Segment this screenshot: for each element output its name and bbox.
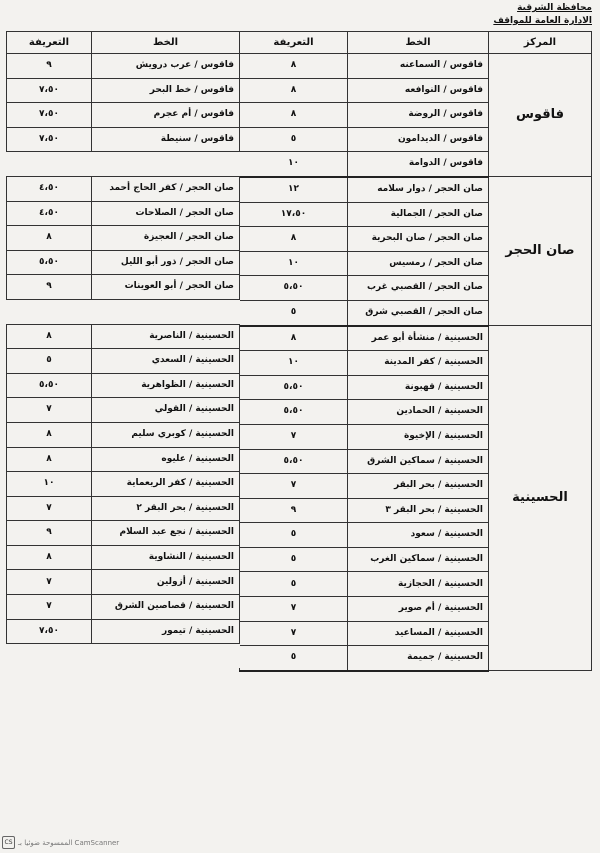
line-name: الحسينية / النشاوية xyxy=(92,545,240,570)
table-row xyxy=(7,472,240,497)
table-row xyxy=(7,176,240,201)
tariff-value: ٧،٥٠ xyxy=(7,78,92,103)
line-name: الحسينية / عليوه xyxy=(92,447,240,472)
tariff-value: ٨ xyxy=(7,422,92,447)
line-name: الحسينية / أم صوير xyxy=(348,597,489,622)
line-name: الحسينية / بحر البقر ٣ xyxy=(348,498,489,523)
table-row xyxy=(7,275,240,300)
line-name: فاقوس / خط البحر xyxy=(92,78,240,103)
center-name: صان الحجر xyxy=(489,177,592,326)
line-name: صان الحجر / الصلاحات xyxy=(92,201,240,226)
line-name: الحسينية / قهبونة xyxy=(348,375,489,400)
line-name: الحسينية / الحمادين xyxy=(348,400,489,425)
second-tariff-table xyxy=(6,31,240,668)
tariff-value: ٥،٥٠ xyxy=(240,449,348,474)
tariff-value: ٥ xyxy=(7,349,92,374)
tariff-value: ٩ xyxy=(7,54,92,79)
document-header xyxy=(452,2,592,28)
line-name: الحسينية / الناصرية xyxy=(92,324,240,349)
table-row xyxy=(240,326,592,351)
tariff-value: ٩ xyxy=(240,498,348,523)
tariff-value: ٧،٥٠ xyxy=(7,127,92,152)
line-name: الحسينية / كفر المدينة xyxy=(348,351,489,376)
tariff-value: ٤،٥٠ xyxy=(7,176,92,201)
spacer-row xyxy=(7,299,240,324)
line-name: صان الحجر / رمسيس xyxy=(348,251,489,276)
tariff-value: ٧،٥٠ xyxy=(7,619,92,644)
line-name: الحسينية / الحجازية xyxy=(348,572,489,597)
department-title: الادارة العامة للمواقف xyxy=(493,16,592,26)
table-row xyxy=(7,447,240,472)
line-name: الحسينية / الإخيوة xyxy=(348,424,489,449)
tariff-value: ٨ xyxy=(7,447,92,472)
tariff-value: ٥ xyxy=(240,523,348,548)
header-tariff-2: التعريفة xyxy=(7,32,92,54)
table-row xyxy=(240,177,592,202)
line-name: فاقوس / عرب درويش xyxy=(92,54,240,79)
tariff-value: ٨ xyxy=(240,103,348,128)
governorate-title: محافظة الشرقية xyxy=(517,3,592,13)
tariff-value: ٧ xyxy=(7,398,92,423)
table-row xyxy=(7,250,240,275)
tariff-value: ٧ xyxy=(7,496,92,521)
line-name: الحسينية / القولي xyxy=(92,398,240,423)
line-name: صان الحجر / كفر الحاج أحمد xyxy=(92,176,240,201)
line-name: صان الحجر / الجمالية xyxy=(348,202,489,227)
table-row xyxy=(7,422,240,447)
line-name: صان الحجر / القصبي غرب xyxy=(348,276,489,301)
line-name: الحسينية / الظواهرية xyxy=(92,373,240,398)
table-row xyxy=(7,349,240,374)
center-name: فاقوس xyxy=(489,54,592,177)
line-name: فاقوس / النوافعه xyxy=(348,78,489,103)
tariff-value: ٩ xyxy=(7,521,92,546)
table-row xyxy=(7,545,240,570)
tariff-value: ١٠ xyxy=(240,251,348,276)
tariff-value: ٥ xyxy=(240,646,348,671)
line-name: الحسينية / نجع عبد السلام xyxy=(92,521,240,546)
line-name: الحسينية / كوبري سليم xyxy=(92,422,240,447)
line-name: الحسينية / منشأة أبو عمر xyxy=(348,326,489,351)
line-name: صان الحجر / أبو العوينات xyxy=(92,275,240,300)
line-name: الحسينية / سعود xyxy=(348,523,489,548)
line-name: الحسينية / بحر البقر ٢ xyxy=(92,496,240,521)
table-row xyxy=(7,570,240,595)
tariff-value: ٨ xyxy=(240,227,348,252)
tariff-value: ٨ xyxy=(240,78,348,103)
tariff-value: ٧ xyxy=(240,597,348,622)
spacer-row xyxy=(7,152,240,177)
tariff-value: ٨ xyxy=(7,324,92,349)
spacer-row xyxy=(7,644,240,668)
table-row xyxy=(7,324,240,349)
tariff-value: ٨ xyxy=(7,545,92,570)
line-name: صان الحجر / دوار سلامه xyxy=(348,177,489,202)
tariff-value: ١٠ xyxy=(240,351,348,376)
tariff-value: ٤،٥٠ xyxy=(7,201,92,226)
camscanner-logo-icon: CS xyxy=(2,836,15,849)
table-row xyxy=(7,521,240,546)
tariff-value: ٥ xyxy=(240,547,348,572)
tariff-value: ٧ xyxy=(240,474,348,499)
line-name: فاقوس / الروضة xyxy=(348,103,489,128)
line-name: صان الحجر / القصبي شرق xyxy=(348,300,489,325)
tariff-value: ٥،٥٠ xyxy=(7,250,92,275)
line-name: فاقوس / سنيطة xyxy=(92,127,240,152)
table-row xyxy=(7,496,240,521)
line-name: صان الحجر / صان البحرية xyxy=(348,227,489,252)
table-row xyxy=(7,619,240,644)
scanner-footer-text: الممسوحة ضوئيا بـ CamScanner xyxy=(18,838,120,847)
line-name: الحسينية / بحر البقر xyxy=(348,474,489,499)
tariff-value: ٨ xyxy=(240,54,348,79)
line-name: فاقوس / الديدامون xyxy=(348,127,489,152)
line-name: الحسينية / سماكين الغرب xyxy=(348,547,489,572)
tariff-value: ١٧،٥٠ xyxy=(240,202,348,227)
line-name: الحسينية / أزولين xyxy=(92,570,240,595)
line-name: فاقوس / أم عجرم xyxy=(92,103,240,128)
tariff-value: ١٢ xyxy=(240,177,348,202)
tariff-value: ٥،٥٠ xyxy=(7,373,92,398)
line-name: فاقوس / السماعنه xyxy=(348,54,489,79)
header-line-2: الخط xyxy=(92,32,240,54)
tariff-value: ٥،٥٠ xyxy=(240,400,348,425)
tariff-value: ٧،٥٠ xyxy=(7,103,92,128)
table-row xyxy=(7,226,240,251)
table-row xyxy=(240,54,592,79)
table-row xyxy=(7,103,240,128)
tariff-value: ٩ xyxy=(7,275,92,300)
table-row xyxy=(7,373,240,398)
line-name: الحسينية / سماكين الشرق xyxy=(348,449,489,474)
line-name: الحسينية / السعدي xyxy=(92,349,240,374)
tariff-value: ٧ xyxy=(7,595,92,620)
spacer-cell xyxy=(7,152,240,177)
table-row xyxy=(7,595,240,620)
table-row xyxy=(7,201,240,226)
header-tariff: التعريفة xyxy=(240,32,348,54)
line-name: صان الحجر / العجيزة xyxy=(92,226,240,251)
scanner-footer xyxy=(2,836,119,849)
tariff-value: ٨ xyxy=(7,226,92,251)
main-tariff-table xyxy=(239,31,592,672)
tariff-value: ٥،٥٠ xyxy=(240,276,348,301)
table-row xyxy=(7,127,240,152)
tariff-value: ٥،٥٠ xyxy=(240,375,348,400)
line-name: الحسينية / قصاصين الشرق xyxy=(92,595,240,620)
tariff-value: ٥ xyxy=(240,127,348,152)
tariff-value: ٥ xyxy=(240,300,348,325)
table-row xyxy=(7,78,240,103)
line-name: فاقوس / الدوامة xyxy=(348,152,489,177)
line-name: الحسينية / جميمة xyxy=(348,646,489,671)
table-row xyxy=(7,54,240,79)
tariff-value: ٧ xyxy=(7,570,92,595)
center-name: الحسينية xyxy=(489,326,592,671)
line-name: الحسينية / تيمور xyxy=(92,619,240,644)
table-row xyxy=(7,398,240,423)
line-name: الحسينية / كفر الريعماية xyxy=(92,472,240,497)
tariff-value: ٨ xyxy=(240,326,348,351)
tariff-value: ١٠ xyxy=(7,472,92,497)
line-name: الحسينية / المساعيد xyxy=(348,621,489,646)
tariff-value: ٥ xyxy=(240,572,348,597)
header-center: المركز xyxy=(489,32,592,54)
tariff-value: ٧ xyxy=(240,424,348,449)
spacer-cell xyxy=(7,299,240,324)
line-name: صان الحجر / ذور أبو الليل xyxy=(92,250,240,275)
tariff-value: ١٠ xyxy=(240,152,348,177)
header-line: الخط xyxy=(348,32,489,54)
spacer-cell xyxy=(7,644,240,668)
tariff-value: ٧ xyxy=(240,621,348,646)
